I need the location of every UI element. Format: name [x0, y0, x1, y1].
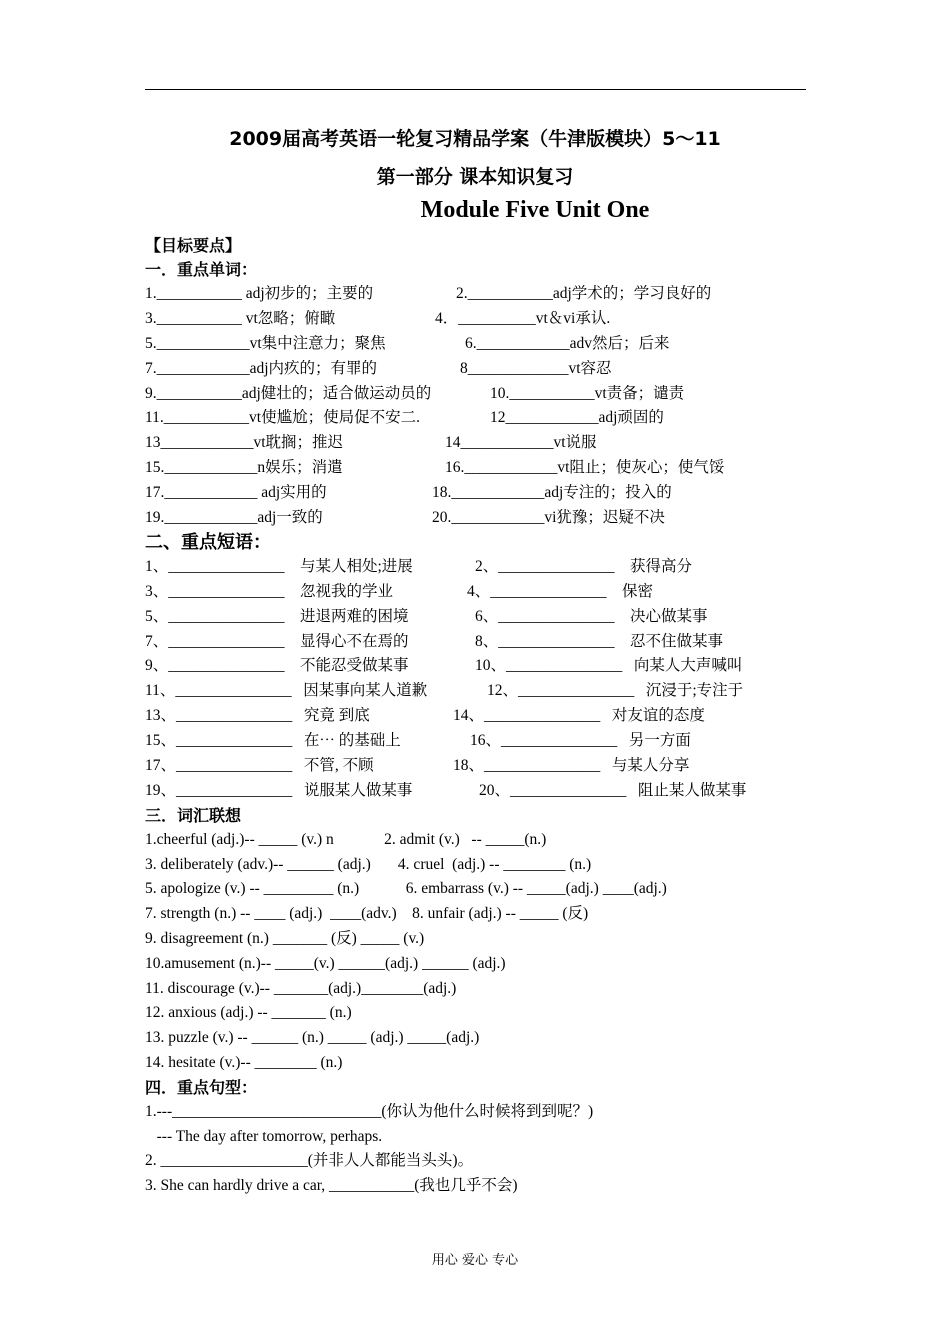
word-item: 4．__________vt＆vi承认.	[435, 309, 611, 327]
list-item	[145, 406, 825, 431]
phrase-item: 17、_______________ 不管, 不顾	[145, 757, 374, 775]
list-item	[145, 382, 825, 407]
word-item: 15.____________n娱乐；消遣	[145, 459, 343, 477]
word-item: 13____________vt耽搁；推迟	[145, 434, 344, 452]
words-list	[145, 282, 825, 531]
list-item: 9. disagreement (n.) _______ (反) _____ (v.)	[145, 930, 425, 947]
phrase-item: 7、_______________ 显得心不在焉的	[145, 632, 409, 650]
section-heading-phrases: 二、重点短语：	[145, 531, 271, 553]
list-item	[145, 729, 825, 754]
phrase-item: 12、_______________ 沉浸于;专注于	[487, 682, 744, 700]
phrase-item: 10、_______________ 向某人大声喊叫	[475, 657, 743, 675]
section-heading-sentences: 四．重点句型：	[145, 1077, 258, 1097]
word-item: 20.____________vi犹豫；迟疑不决	[432, 509, 665, 527]
list-item: 14. hesitate (v.)-- ________ (n.)	[145, 1053, 343, 1071]
list-item: 10.amusement (n.)-- _____(v.) ______(adj.) ______ (adj.)	[145, 954, 506, 972]
phrase-item: 14、_______________ 对友谊的态度	[453, 707, 705, 725]
list-item	[145, 704, 825, 729]
part-title: 第一部分 课本知识复习	[376, 166, 574, 188]
word-item: 6.____________adv然后；后来	[465, 334, 670, 352]
list-item	[145, 754, 825, 779]
list-item	[145, 679, 825, 704]
section-heading-words: 一．重点单词：	[145, 260, 258, 279]
phrase-item: 3、_______________ 忽视我的学业	[145, 582, 394, 600]
list-item	[145, 332, 825, 357]
phrases-list	[145, 555, 825, 804]
phrase-item: 9、_______________ 不能忍受做某事	[145, 657, 409, 675]
section-heading-vocabulary: 三．词汇联想	[145, 805, 242, 825]
vocabulary-list	[145, 828, 825, 1076]
list-item: 3. She can hardly drive a car, ___________(我也几乎不会)	[145, 1177, 518, 1195]
list-item: 11. discourage (v.)-- _______(adj.)________(adj.)	[145, 979, 457, 997]
word-item: 14____________vt说服	[445, 434, 597, 452]
list-item: 5. apologize (v.) -- _________ (n.) 6. embarrass (v.) -- _____(adj.) ____(adj.)	[145, 880, 667, 898]
word-item: 1.___________ adj初步的；主要的	[145, 285, 374, 302]
word-item: 19.____________adj一致的	[145, 509, 323, 527]
word-item: 10.___________vt责备；谴责	[490, 384, 685, 402]
list-item	[145, 506, 825, 531]
list-item: --- The day after tomorrow, perhaps.	[145, 1127, 383, 1145]
goal-heading: 【目标要点】	[145, 236, 242, 255]
list-item	[145, 481, 825, 506]
page-footer: 用心 爱心 专心	[431, 1253, 519, 1268]
list-item: 2. ___________________(并非人人都能当头头)。	[145, 1152, 474, 1170]
list-item: 3. deliberately (adv.)-- ______ (adj.) 4. cruel (adj.) -- ________ (n.)	[145, 855, 592, 873]
word-item: 2.___________adj学术的；学习良好的	[456, 285, 712, 302]
list-item: 12. anxious (adj.) -- _______ (n.)	[145, 1004, 352, 1022]
word-item: 3.___________ vt忽略；俯瞰	[145, 309, 336, 327]
word-item: 5.____________vt集中注意力；聚焦	[145, 334, 386, 352]
phrase-item: 15、_______________ 在⋯ 的基础上	[145, 732, 401, 750]
phrase-item: 2、_______________ 获得高分	[475, 557, 693, 575]
word-item: 16.____________vt阻止；使灰心；使气馁	[445, 459, 725, 477]
word-item: 7.____________adj内疚的；有罪的	[145, 359, 378, 377]
phrase-item: 8、_______________ 忍不住做某事	[475, 632, 724, 650]
list-item	[145, 580, 825, 605]
list-item	[145, 431, 825, 456]
list-item	[145, 630, 825, 655]
sentences-list	[145, 1100, 825, 1199]
phrase-item: 1、_______________ 与某人相处;进展	[145, 557, 413, 575]
list-item	[145, 605, 825, 630]
list-item: 1.---___________________________(你认为他什么时候将到到呢？)	[145, 1102, 594, 1120]
word-item: 12____________adj顽固的	[490, 409, 664, 427]
list-item	[145, 555, 825, 580]
list-item	[145, 779, 825, 804]
phrase-item: 6、_______________ 决心做某事	[475, 607, 708, 625]
phrase-item: 4、_______________ 保密	[467, 582, 654, 600]
list-item	[145, 307, 825, 332]
list-item	[145, 654, 825, 679]
list-item	[145, 456, 825, 481]
phrase-item: 5、_______________ 进退两难的困境	[145, 607, 409, 625]
list-item: 1.cheerful (adj.)-- _____ (v.) n 2. admit (v.) -- _____(n.)	[145, 830, 547, 848]
module-title: Module Five Unit One	[420, 197, 650, 223]
word-item: 9.___________adj健壮的；适合做运动员的	[145, 384, 432, 402]
list-item: 13. puzzle (v.) -- ______ (n.) _____ (adj.) _____(adj.)	[145, 1029, 480, 1047]
list-item	[145, 282, 825, 307]
phrase-item: 19、_______________ 说服某人做某事	[145, 781, 413, 799]
phrase-item: 11、_______________ 因某事向某人道歉	[145, 682, 428, 700]
phrase-item: 16、_______________ 另一方面	[470, 732, 691, 750]
word-item: 17.____________ adj实用的	[145, 484, 327, 502]
word-item: 11.___________vt使尴尬；使局促不安二.	[145, 409, 420, 427]
phrase-item: 20、_______________ 阻止某人做某事	[479, 781, 747, 799]
list-item	[145, 357, 825, 382]
list-item: 7. strength (n.) -- ____ (adj.) ____(adv.) 8. unfair (adj.) -- _____ (反)	[145, 905, 589, 923]
phrase-item: 13、_______________ 究竟 到底	[145, 707, 370, 725]
word-item: 8_____________vt容忍	[460, 359, 612, 377]
phrase-item: 18、_______________ 与某人分享	[453, 757, 690, 775]
document-title: 2009届高考英语一轮复习精品学案（牛津版模块）5～11	[229, 128, 721, 150]
worksheet-body	[145, 234, 825, 1199]
word-item: 18.____________adj专注的；投入的	[432, 484, 672, 502]
top-rule	[145, 89, 806, 90]
